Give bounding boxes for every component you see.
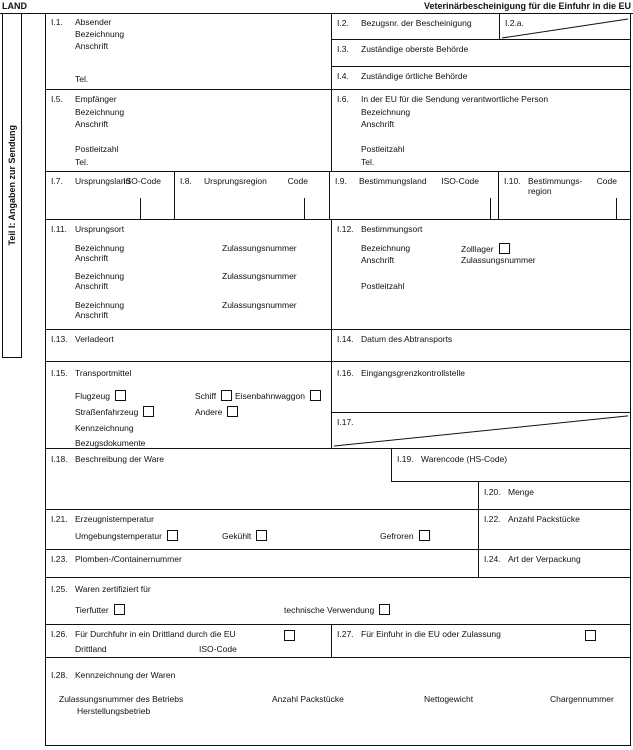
i11-entry3-address-label: Anschrift: [75, 310, 109, 320]
i12-approval-label: Zulassungsnummer: [461, 255, 536, 265]
i8-code-separator: [304, 198, 305, 219]
i5-postcode-label: Postleitzahl: [75, 144, 119, 154]
i2a-diagonal-line: [500, 14, 630, 40]
i27-heading: [337, 629, 501, 639]
row-i15-i17: [46, 362, 630, 449]
i22-number: I.22.: [484, 514, 501, 524]
i7-number: I.7.: [51, 176, 63, 186]
frozen-label: Gefroren: [380, 531, 414, 541]
i10-heading: [504, 176, 582, 186]
i15-airplane-option: [75, 390, 126, 401]
i14-heading: [337, 334, 452, 344]
i10-number: I.10.: [504, 176, 521, 186]
i13-heading: [51, 334, 114, 344]
row-i11-i12: [46, 220, 630, 330]
i8-heading: [180, 176, 267, 186]
animal-feed-checkbox[interactable]: [114, 604, 125, 615]
i11-heading: [51, 224, 124, 234]
col-i16-i17: [331, 362, 630, 448]
row-i1: [46, 14, 630, 90]
i28-packages-label: Anzahl Packstücke: [272, 694, 344, 704]
i12-customs-text: Zolllager: [461, 244, 494, 254]
i11-entry1-address-label: Anschrift: [75, 253, 109, 263]
i3-title: Zuständige oberste Behörde: [361, 44, 469, 54]
i25-number: I.25.: [51, 584, 68, 594]
cell-i6: [331, 90, 630, 171]
road-vehicle-label: Straßenfahrzeug: [75, 407, 139, 417]
cell-i2: [332, 14, 630, 40]
i20-number: I.20.: [484, 487, 501, 497]
i11-number: I.11.: [51, 224, 67, 234]
i18-title: Beschreibung der Ware: [75, 454, 164, 464]
i6-number: I.6.: [337, 94, 349, 104]
cell-i22: [478, 510, 630, 549]
cell-i4: [332, 67, 630, 89]
i4-title: Zuständige örtliche Behörde: [361, 71, 468, 81]
row-i28: [46, 658, 630, 745]
i16-title: Eingangsgrenzkontrollstelle: [361, 368, 465, 378]
i12-name-label: Bezeichnung: [361, 243, 411, 253]
i28-net-weight-label: Nettogewicht: [424, 694, 474, 704]
i15-ship-option: [195, 390, 232, 401]
i25-animal-feed-option: [75, 604, 125, 615]
i24-number: I.24.: [484, 554, 501, 564]
i25-title: Waren zertifiziert für: [75, 584, 151, 594]
i26-iso-code-label: ISO-Code: [199, 644, 237, 654]
i24-title: Art der Verpackung: [508, 554, 581, 564]
cell-i12: [331, 220, 630, 329]
technical-use-checkbox[interactable]: [379, 604, 390, 615]
row-i18-i20: [46, 449, 630, 510]
i6-address-label: Anschrift: [361, 119, 395, 129]
i16-heading: [337, 368, 465, 378]
i28-approval-number-label: Zulassungsnummer des Betriebs: [59, 694, 184, 704]
chilled-checkbox[interactable]: [256, 530, 267, 541]
cell-i3: [332, 40, 630, 67]
i26-third-country-label: Drittland: [75, 644, 107, 654]
i6-heading: [337, 94, 548, 104]
i5-title: Empfänger: [75, 94, 117, 104]
ship-label: Schiff: [195, 391, 217, 401]
transit-checkbox[interactable]: [284, 630, 295, 641]
i4-number: I.4.: [337, 71, 349, 81]
i10-code-label: Code: [596, 176, 617, 186]
i20-title: Menge: [508, 487, 534, 497]
i5-address-label: Anschrift: [75, 119, 109, 129]
i26-number: I.26.: [51, 629, 68, 639]
i9-number: I.9.: [335, 176, 347, 186]
railway-wagon-checkbox[interactable]: [310, 390, 321, 401]
i1-title: Absender: [75, 17, 112, 27]
i26-heading: [51, 629, 236, 639]
i11-title: Ursprungsort: [75, 224, 125, 234]
i21-frozen-option: [380, 530, 430, 541]
i19-title: Warencode (HS-Code): [421, 454, 508, 464]
frozen-checkbox[interactable]: [419, 530, 430, 541]
i21-chilled-option: [222, 530, 267, 541]
i12-customs-label: [461, 243, 510, 254]
i28-heading: [51, 670, 175, 680]
i3-heading: [337, 44, 468, 54]
i18-number: I.18.: [51, 454, 68, 464]
i4-heading: [337, 71, 467, 81]
i19-number: I.19.: [397, 454, 414, 464]
i1-name-label: Bezeichnung: [75, 29, 125, 39]
i8-number: I.8.: [180, 176, 192, 186]
i23-number: I.23.: [51, 554, 68, 564]
cell-i9: [329, 172, 498, 219]
form-grid: [45, 13, 631, 746]
chilled-label: Gekühlt: [222, 531, 252, 541]
i2-heading: [337, 18, 472, 28]
i8-code-label: Code: [287, 176, 308, 186]
i2-title: Bezugsnr. der Bescheinigung: [361, 18, 472, 28]
i20-heading: [484, 487, 534, 497]
i11-entry3-approval-label: Zulassungsnummer: [222, 300, 297, 310]
i7-iso-code-label: ISO-Code: [123, 176, 161, 186]
technical-use-label: technische Verwendung: [284, 605, 375, 615]
i21-heading: [51, 514, 154, 524]
i28-batch-number-label: Chargennummer: [550, 694, 614, 704]
cell-i17: [332, 412, 630, 448]
railway-wagon-label: Eisenbahnwaggon: [235, 391, 305, 401]
row-i23-i24: [46, 550, 630, 578]
i1-heading: [51, 17, 111, 27]
i5-name-label: Bezeichnung: [75, 107, 125, 117]
i2-number: I.2.: [337, 18, 349, 28]
airplane-label: Flugzeug: [75, 391, 110, 401]
i28-manufacturing-plant-label: Herstellungsbetrieb: [77, 706, 151, 716]
i7-code-separator: [140, 198, 141, 219]
zolllager-checkbox[interactable]: [499, 243, 510, 254]
i21-title: Erzeugnistemperatur: [75, 514, 154, 524]
i17-diagonal-line: [332, 413, 630, 448]
i1-tel-label: Tel.: [75, 74, 89, 84]
i13-title: Verladeort: [75, 334, 114, 344]
other-checkbox[interactable]: [227, 406, 238, 417]
i12-number: I.12.: [337, 224, 354, 234]
i6-postcode-label: Postleitzahl: [361, 144, 405, 154]
i15-title: Transportmittel: [75, 368, 132, 378]
ambient-temp-checkbox[interactable]: [167, 530, 178, 541]
i23-title: Plomben-/Containernummer: [75, 554, 182, 564]
i27-number: I.27.: [337, 629, 354, 639]
row-i13-i14: [46, 330, 630, 362]
i18-heading: [51, 454, 164, 464]
i9-title: Bestimmungsland: [359, 176, 427, 186]
cell-i14: [331, 330, 630, 361]
row-i21-i22: [46, 510, 630, 550]
i23-heading: [51, 554, 182, 564]
i10-title-line2: region: [528, 186, 552, 196]
i10-code-separator: [616, 198, 617, 219]
i5-number: I.5.: [51, 94, 63, 104]
part1-sidebar: [2, 13, 22, 358]
cell-i8: [174, 172, 329, 219]
i5-heading: [51, 94, 117, 104]
i13-number: I.13.: [51, 334, 68, 344]
i16-number: I.16.: [337, 368, 354, 378]
i15-identification-label: Kennzeichnung: [75, 423, 134, 433]
i19-heading: [397, 454, 507, 464]
i25-heading: [51, 584, 151, 594]
i6-title: In der EU für die Sendung verantwortliche Person: [361, 94, 549, 104]
i10-title-line1: Bestimmungs-: [528, 176, 583, 186]
i17-number: I.17.: [337, 417, 354, 427]
i11-entry2-address-label: Anschrift: [75, 281, 109, 291]
other-label: Andere: [195, 407, 223, 417]
i22-title: Anzahl Packstücke: [508, 514, 580, 524]
i21-number: I.21.: [51, 514, 68, 524]
i21-ambient-option: [75, 530, 178, 541]
i12-heading: [337, 224, 422, 234]
i15-reference-docs-label: Bezugsdokumente: [75, 438, 146, 448]
i9-iso-code-label: ISO-Code: [441, 176, 479, 186]
i15-heading: [51, 368, 131, 378]
form-title: Veterinärbescheinigung für die Einfuhr in die EU: [423, 1, 631, 11]
i26-title: Für Durchfuhr in ein Drittland durch die EU: [75, 629, 236, 639]
i9-heading: [335, 176, 427, 186]
i7-title: Ursprungsland: [75, 176, 131, 186]
i12-address-label: Anschrift: [361, 255, 395, 265]
airplane-checkbox[interactable]: [115, 390, 126, 401]
cell-i7: [46, 172, 174, 219]
i15-number: I.15.: [51, 368, 68, 378]
i9-code-separator: [490, 198, 491, 219]
ship-checkbox[interactable]: [221, 390, 232, 401]
cell-i27: [331, 625, 630, 657]
i15-railway-option: [235, 390, 321, 401]
i14-title: Datum des Abtransports: [361, 334, 453, 344]
i8-title: Ursprungsregion: [204, 176, 267, 186]
i14-number: I.14.: [337, 334, 354, 344]
row-i5-i6: [46, 90, 630, 172]
country-label: LAND: [2, 1, 27, 11]
import-admission-checkbox[interactable]: [585, 630, 596, 641]
i24-heading: [484, 554, 581, 564]
animal-feed-label: Tierfutter: [75, 605, 109, 615]
i1-number: I.1.: [51, 17, 63, 27]
i6-tel-label: Tel.: [361, 157, 375, 167]
i11-entry3-name-label: Bezeichnung: [75, 300, 125, 310]
i7-heading: [51, 176, 130, 186]
cell-i10: [498, 172, 630, 219]
i15-other-option: [195, 406, 238, 417]
road-vehicle-checkbox[interactable]: [143, 406, 154, 417]
i6-name-label: Bezeichnung: [361, 107, 411, 117]
i5-tel-label: Tel.: [75, 157, 89, 167]
part1-label: Teil I: Angaben zur Sendung: [7, 125, 17, 246]
i2a-number: I.2.a.: [505, 18, 524, 28]
i22-heading: [484, 514, 580, 524]
cell-i19: [391, 449, 630, 482]
row-i25: [46, 578, 630, 625]
i15-road-vehicle-option: [75, 406, 154, 417]
i11-entry2-approval-label: Zulassungsnummer: [222, 271, 297, 281]
i28-number: I.28.: [51, 670, 68, 680]
i1-address-label: Anschrift: [75, 41, 109, 51]
i12-title: Bestimmungsort: [361, 224, 423, 234]
i11-entry1-approval-label: Zulassungsnummer: [222, 243, 297, 253]
i27-title: Für Einfuhr in die EU oder Zulassung: [361, 629, 501, 639]
row-i26-i27: [46, 625, 630, 658]
cell-i2a: [499, 14, 630, 40]
i25-technical-use-option: [284, 604, 390, 615]
i3-number: I.3.: [337, 44, 349, 54]
ambient-temp-label: Umgebungstemperatur: [75, 531, 162, 541]
i11-entry1-name-label: Bezeichnung: [75, 243, 125, 253]
i28-title: Kennzeichnung der Waren: [75, 670, 176, 680]
i11-entry2-name-label: Bezeichnung: [75, 271, 125, 281]
i12-postcode-label: Postleitzahl: [361, 281, 405, 291]
cell-i20: [478, 482, 630, 509]
row-i7-i10: [46, 172, 630, 220]
col-i2-i4: [331, 14, 630, 89]
cell-i24: [478, 550, 630, 577]
